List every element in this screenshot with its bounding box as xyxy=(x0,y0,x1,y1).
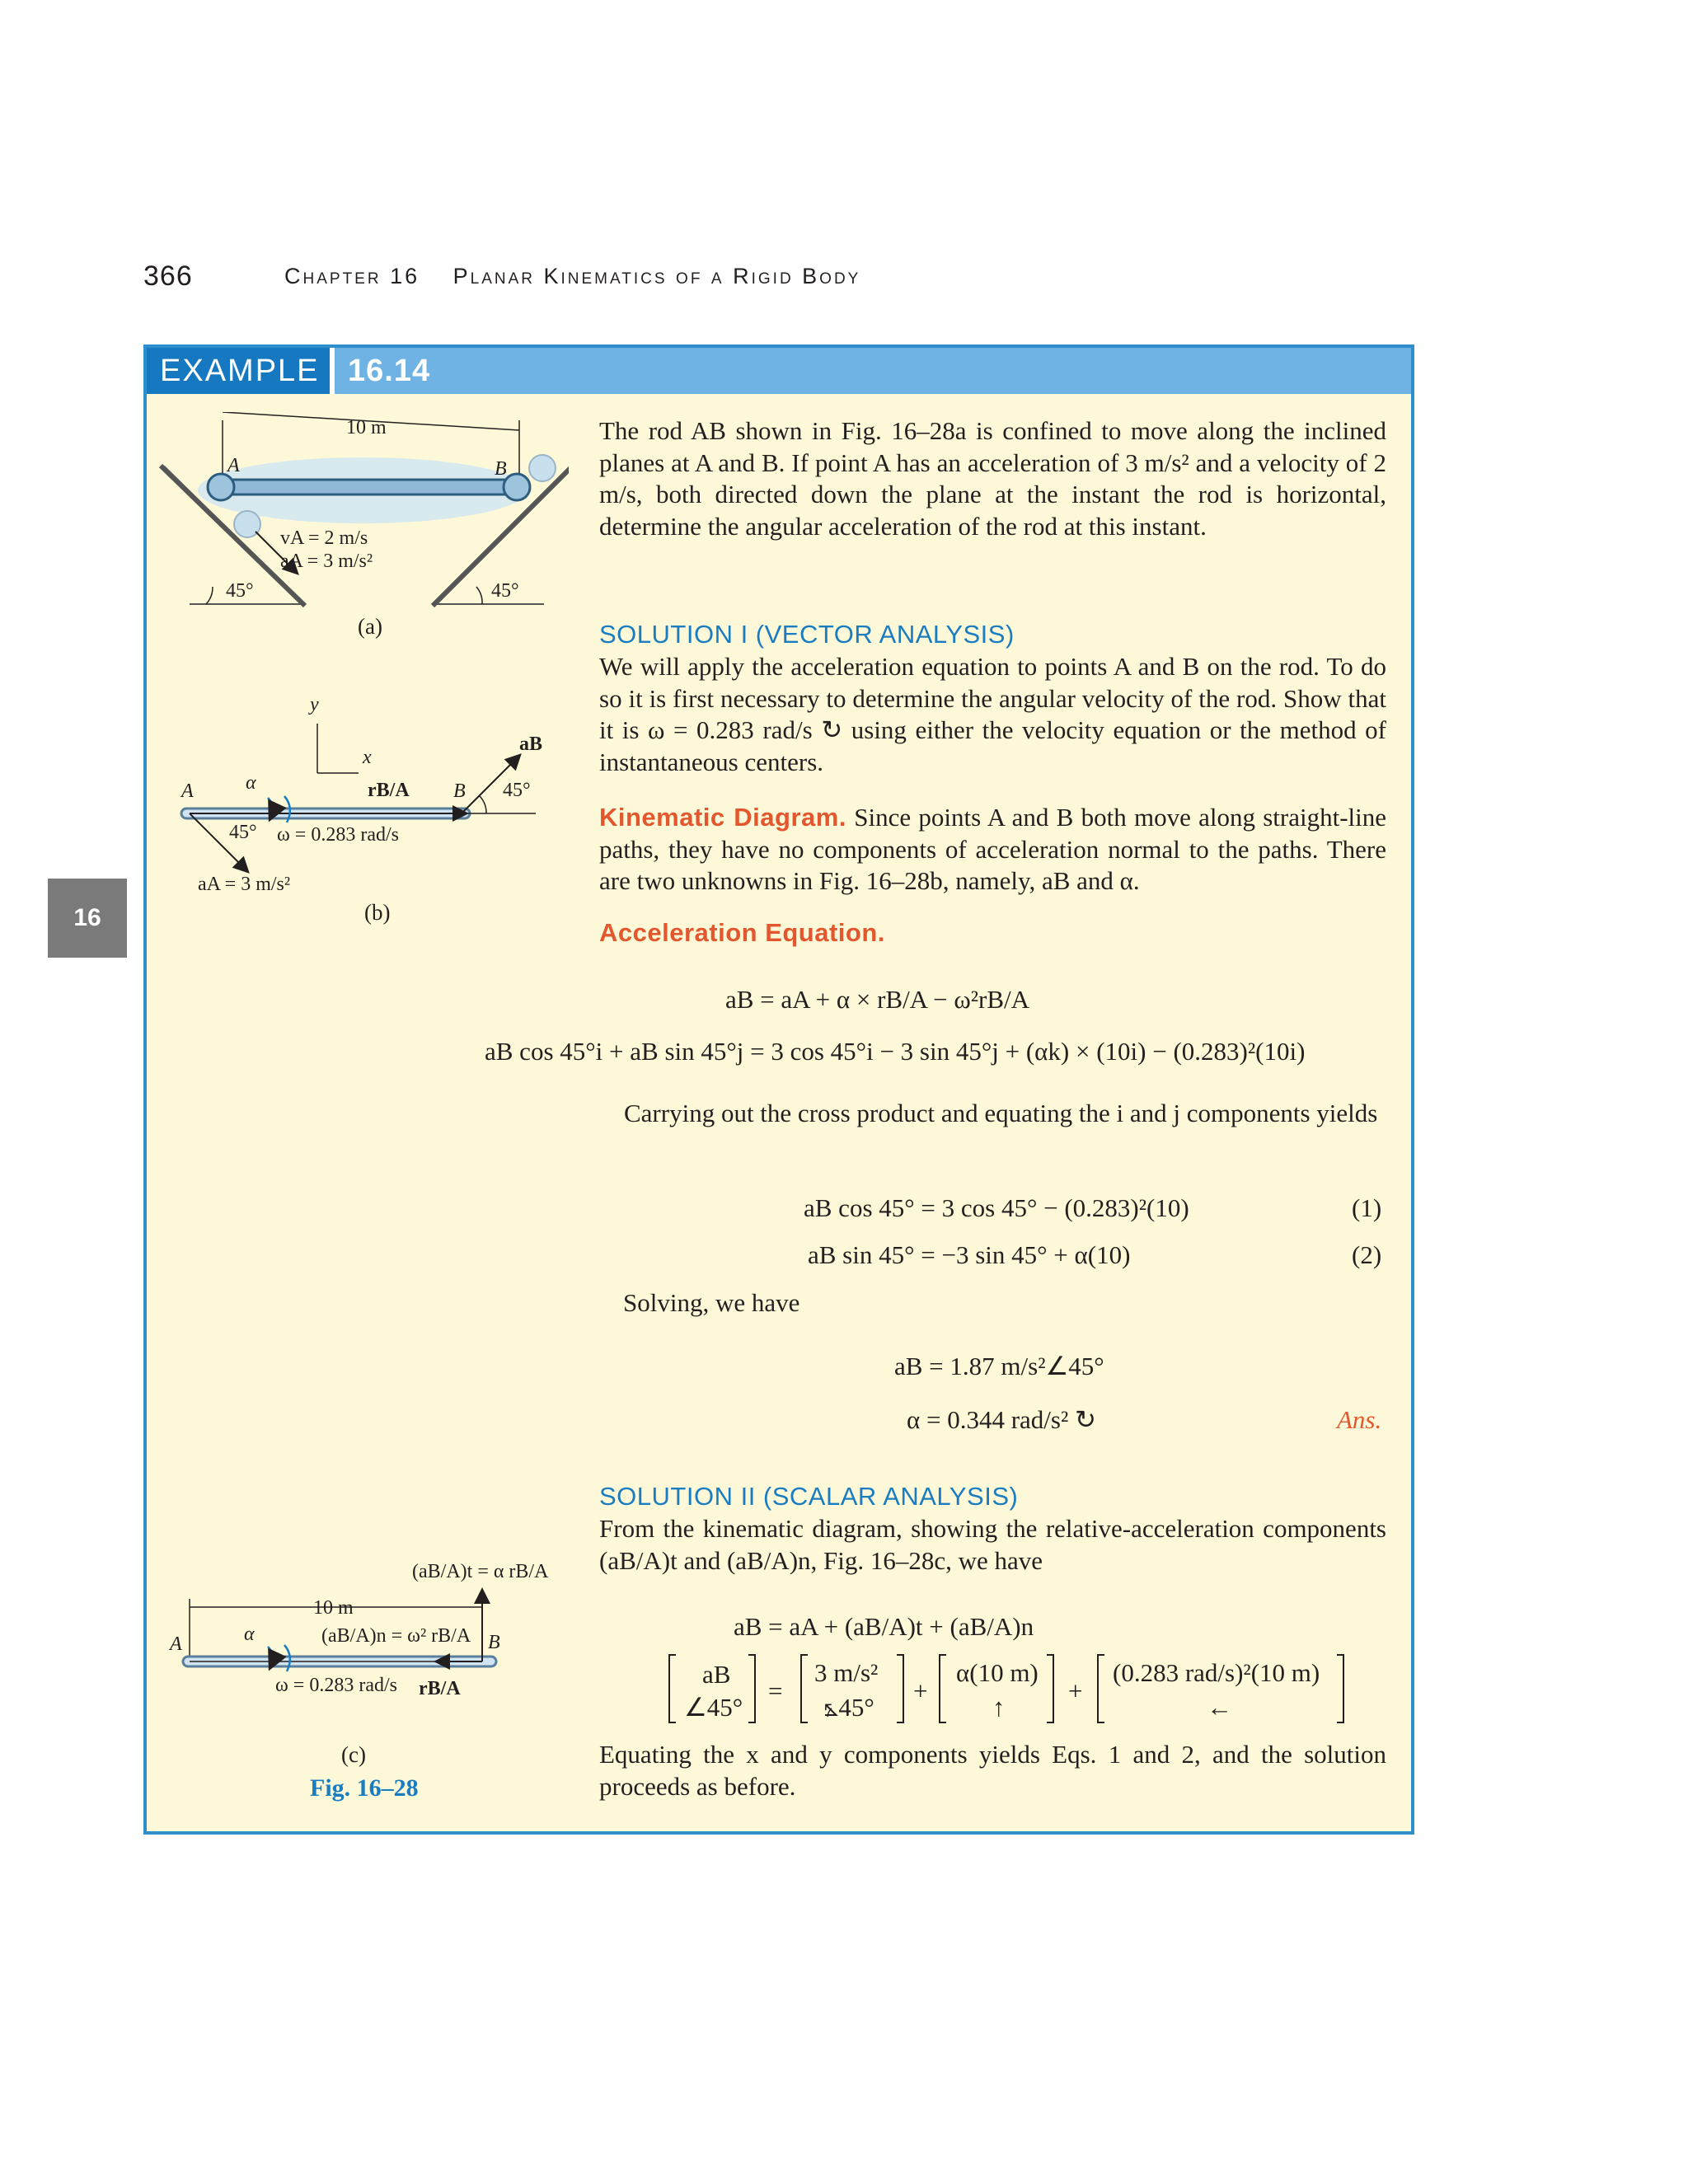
matrix-ab-top: aB xyxy=(702,1660,731,1689)
fig-c-alpha: α xyxy=(244,1624,255,1645)
fig-c-point-b: B xyxy=(488,1632,500,1653)
matrix-at-top: α(10 m) xyxy=(956,1658,1039,1687)
equation-1-number: (1) xyxy=(1352,1193,1382,1222)
solution2-intro: From the kinematic diagram, showing the relative-acceleration components (aB/A)t and (aB/A)n, Fig. 16–28c, we have xyxy=(599,1514,1386,1575)
example-banner xyxy=(147,348,1411,394)
equation-1: aB cos 45° = 3 cos 45° − (0.283)²(10) xyxy=(804,1193,1189,1222)
fig-c-omega: ω = 0.283 rad/s xyxy=(275,1675,397,1696)
fig-b-axis-x: x xyxy=(363,747,372,768)
page-number: 366 xyxy=(143,260,193,292)
solution2-equation: aB = aA + (aB/A)t + (aB/A)n xyxy=(734,1612,1034,1641)
figure-b-diagram xyxy=(173,699,552,888)
fig-b-point-b: B xyxy=(453,780,466,802)
example-label: EXAMPLE xyxy=(147,348,330,394)
matrix-ab-bottom: ∠45° xyxy=(684,1693,743,1722)
fig-a-angle-left: 45° xyxy=(226,580,254,602)
figure-caption: Fig. 16–28 xyxy=(310,1774,419,1802)
result-alpha: α = 0.344 rad/s² ↻ xyxy=(907,1405,1097,1434)
problem-statement: The rod AB shown in Fig. 16–28a is confined to move along the inclined planes at A and B. If point A has an acceleration of 3 m/s² and a velocity of 2 m/s, both directed down the plane at the instant the rod is horizontal, determine the angular acceleration of the rod at this instant. xyxy=(599,416,1386,541)
solution2-heading: SOLUTION II (SCALAR ANALYSIS) xyxy=(599,1482,1019,1511)
fig-c-caption: (c) xyxy=(341,1742,366,1767)
chapter-label: Chapter 16 xyxy=(284,264,420,288)
expanded-equation: aB cos 45°i + aB sin 45°j = 3 cos 45°i − 3 sin 45°j + (αk) × (10i) − (0.283)²(10i) xyxy=(485,1037,1306,1066)
solution1-heading: SOLUTION I (VECTOR ANALYSIS) xyxy=(599,620,1015,649)
fig-b-rba: rB/A xyxy=(368,780,410,801)
matrix-an-bottom: ← xyxy=(1207,1693,1232,1722)
matrix-aa-bottom: ⦩45° xyxy=(824,1693,874,1722)
solution1-intro: We will apply the acceleration equation to points A and B on the rod. To do so it is first necessary to determine the angular velocity of the rod. Show that it is ω = 0.283 rad/s ↻ using either the velocity equation or the method of instantaneous centers. xyxy=(599,652,1386,776)
answer-marker: Ans. xyxy=(1337,1405,1382,1434)
matrix-aa-top: 3 m/s² xyxy=(814,1658,879,1687)
equation-2-number: (2) xyxy=(1352,1240,1382,1269)
kinematic-text: Since points A and B both move along straight-line paths, they have no components of acceleration normal to the paths. There are two unknowns in Fig. 16–28b, namely, aB and α. xyxy=(599,803,1387,896)
fig-a-acceleration: aA = 3 m/s² xyxy=(280,551,373,572)
matrix-plus-2: + xyxy=(1068,1676,1083,1705)
result-ab: aB = 1.87 m/s²∠45° xyxy=(894,1352,1104,1380)
solving-text: Solving, we have xyxy=(623,1288,800,1317)
chapter-side-tab: 16 xyxy=(48,879,127,958)
matrix-equals: = xyxy=(768,1676,783,1705)
fig-b-angle-a: 45° xyxy=(229,822,257,843)
fig-b-alpha: α xyxy=(246,772,256,794)
fig-b-axis-y: y xyxy=(310,694,319,715)
fig-c-rba: rB/A xyxy=(419,1678,461,1699)
fig-b-aa: aA = 3 m/s² xyxy=(198,874,291,895)
fig-b-point-a: A xyxy=(181,780,194,802)
matrix-at-bottom: ↑ xyxy=(992,1693,1006,1722)
fig-a-dimension: 10 m xyxy=(346,417,387,438)
fig-c-tangential: (aB/A)t = α rB/A xyxy=(412,1561,549,1582)
equation-2: aB sin 45° = −3 sin 45° + α(10) xyxy=(808,1240,1131,1269)
fig-b-angle-b: 45° xyxy=(503,780,531,801)
chapter-title: Planar Kinematics of a Rigid Body xyxy=(452,264,861,288)
fig-a-point-b: B xyxy=(495,458,507,480)
fig-a-point-a: A xyxy=(227,455,240,476)
matrix-plus-1: + xyxy=(913,1676,928,1705)
fig-a-angle-right: 45° xyxy=(491,580,519,602)
cross-product-text: Carrying out the cross product and equating the i and j components yields xyxy=(624,1099,1378,1127)
fig-c-point-a: A xyxy=(170,1633,182,1655)
matrix-an-top: (0.283 rad/s)²(10 m) xyxy=(1113,1658,1320,1687)
running-head xyxy=(284,264,885,289)
fig-b-caption: (b) xyxy=(364,900,391,925)
kinematic-heading: Kinematic Diagram. xyxy=(599,803,846,832)
fig-b-omega: ω = 0.283 rad/s xyxy=(277,824,399,846)
fig-a-velocity: vA = 2 m/s xyxy=(280,527,368,549)
kinematic-paragraph xyxy=(599,802,1386,898)
fig-c-normal: (aB/A)n = ω² rB/A xyxy=(321,1625,471,1647)
solution2-closing: Equating the x and y components yields Eqs. 1 and 2, and the solution proceeds as before. xyxy=(599,1740,1386,1801)
fig-b-ab: aB xyxy=(519,733,543,755)
banner-divider xyxy=(330,348,335,394)
fig-a-caption: (a) xyxy=(358,614,382,639)
fig-c-dimension: 10 m xyxy=(313,1597,354,1619)
acceleration-heading: Acceleration Equation. xyxy=(599,918,885,947)
acceleration-equation: aB = aA + α × rB/A − ω²rB/A xyxy=(725,985,1030,1014)
example-number: 16.14 xyxy=(348,354,431,388)
